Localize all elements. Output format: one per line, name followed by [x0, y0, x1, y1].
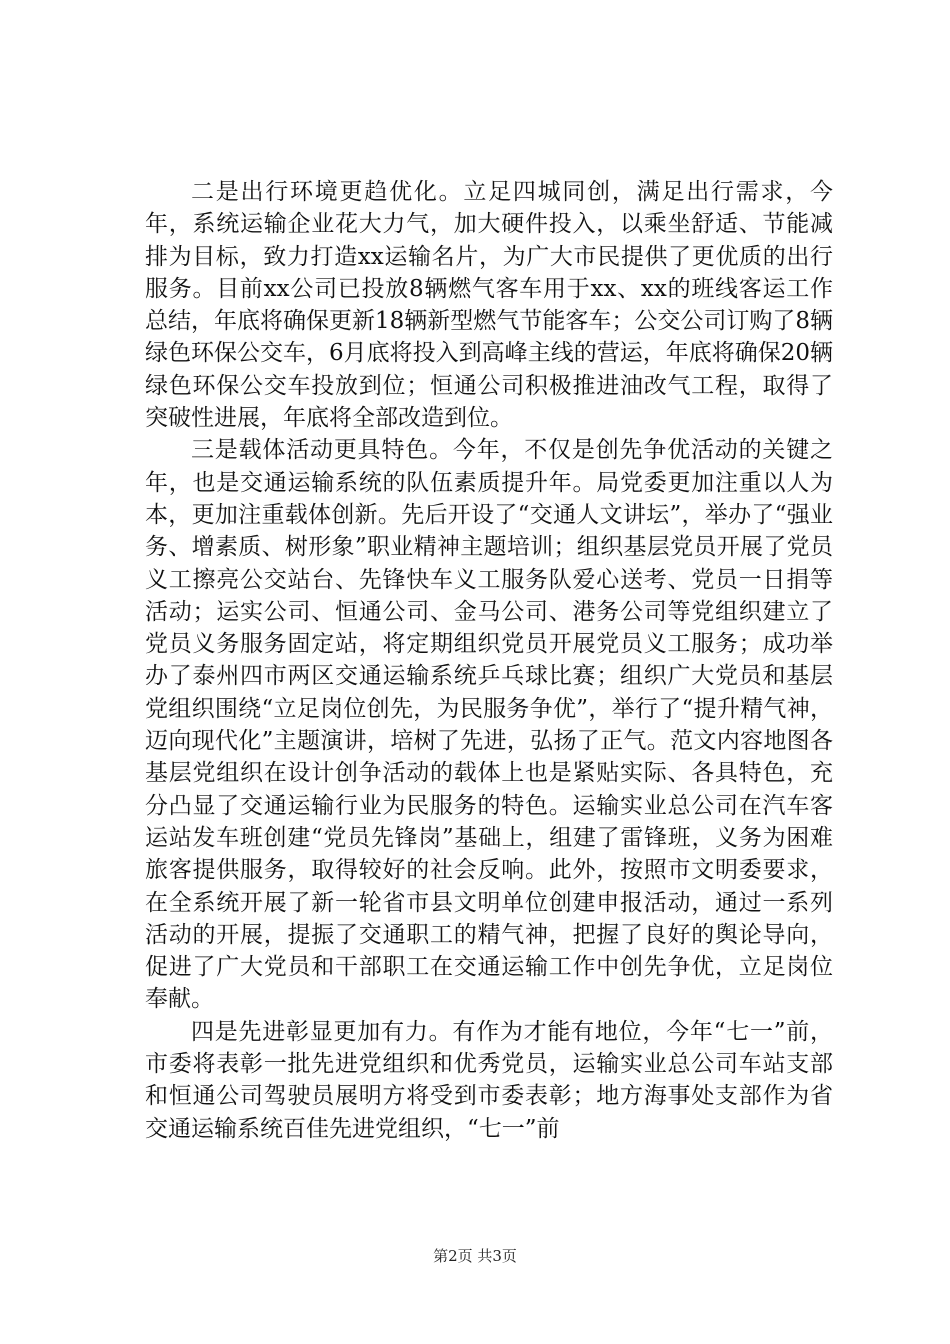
paragraph-carrier-activities: 三是载体活动更具特色。今年，不仅是创先争优活动的关键之年，也是交通运输系统的队伍素质提升年。局党委更加注重以人为本，更加注重载体创新。先后开设了“交通人文讲坛”，举办了“强业务、增素质、树形象”职业精神主题培训；组织基层党员开展了党员义工擦亮公交站台、先锋快车义工服务队爱心送考、党员一日捐等活动；运实公司、恒通公司、金马公司、港务公司等党组织建立了党员义务服务固定站，将定期组织党员开展党员义工服务；成功举办了泰州四市两区交通运输系统乒乓球比赛；组织广大党员和基层党组织围绕“立足岗位创先，为民服务争优”，举行了“提升精气神，迈向现代化”主题演讲，培树了先进，弘扬了正气。范文内容地图各基层党组织在设计创争活动的载体上也是紧贴实际、各具特色，充分凸显了交通运输行业为民服务的特色。运输实业总公司在汽车客运站发车班创建“党员先锋岗”基础上，组建了雷锋班，义务为困难旅客提供服务，取得较好的社会反响。此外，按照市文明委要求，在全系统开展了新一轮省市县文明单位创建申报活动，通过一系列活动的开展，提振了交通职工的精气神，把握了良好的舆论导向，促进了广大党员和干部职工在交通运输工作中创先争优，立足岗位奉献。 — [145, 437, 833, 1013]
paragraph-advanced-recognition: 四是先进彰显更加有力。有作为才能有地位，今年“七一”前，市委将表彰一批先进党组织和优秀党员，运输实业总公司车站支部和恒通公司驾驶员展明方将受到市委表彰；地方海事处支部作为省交通运输系统百佳先进党组织，“七一”前 — [145, 1018, 833, 1142]
page-number-footer: 第2页 共3页 — [433, 1247, 517, 1265]
document-body — [145, 176, 833, 1145]
paragraph-travel-environment: 二是出行环境更趋优化。立足四城同创，满足出行需求，今年，系统运输企业花大力气，加大硬件投入，以乘坐舒适、节能减排为目标，致力打造xx运输名片，为广大市民提供了更优质的出行服务。目前xx公司已投放8辆燃气客车用于xx、xx的班线客运工作总结，年底将确保更新18辆新型燃气节能客车；公交公司订购了8辆绿色环保公交车，6月底将投入到高峰主线的营运，年底将确保20辆绿色环保公交车投放到位；恒通公司积极推进油改气工程，取得了突破性进展，年底将全部改造到位。 — [145, 179, 833, 432]
